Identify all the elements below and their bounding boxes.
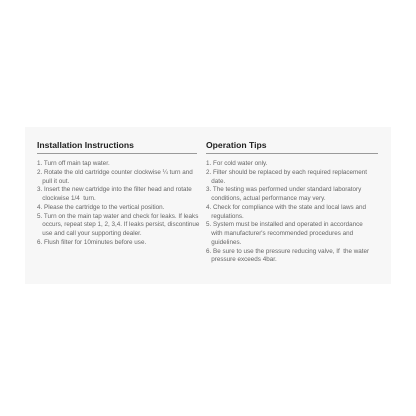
- installation-step-line: use and call your supporting dealer.: [37, 230, 142, 237]
- installation-step-line: 2. Rotate the old cartridge counter clockwise ¼ turn and: [37, 168, 193, 176]
- operation-tip-line: 5. System must be installed and operated in accordance: [206, 221, 363, 229]
- installation-step-line: 4. Please the cartridge to the vertical position.: [37, 203, 165, 211]
- operation-tips-list: [206, 160, 378, 265]
- operation-tip: [206, 160, 378, 169]
- installation-step-line: 1. Turn off main tap water.: [37, 160, 110, 167]
- operation-tip-line: with manufacturer's recommended procedures and: [206, 230, 354, 237]
- installation-step: [37, 186, 197, 204]
- installation-step: [37, 204, 197, 213]
- operation-tip-line: 4. Check for compliance with the state and local laws and: [206, 203, 366, 211]
- operation-tip-line: regulations.: [206, 212, 244, 220]
- operation-tip: [206, 169, 378, 187]
- operation-divider: [206, 153, 378, 154]
- operation-tip-line: date.: [206, 177, 226, 185]
- installation-step-line: 3. Insert the new cartridge into the filter head and rotate: [37, 186, 192, 194]
- installation-step-line: pull it out.: [37, 177, 70, 185]
- installation-step-line: clockwise 1/4 turn.: [37, 195, 96, 202]
- operation-tip-line: guidelines.: [206, 238, 242, 246]
- operation-tip-line: conditions, actual performance may very.: [206, 195, 326, 202]
- operation-tip-line: pressure exceeds 4bar.: [206, 256, 277, 264]
- installation-step-line: 5. Turn on the main tap water and check for leaks. If leaks: [37, 212, 199, 220]
- operation-tip-line: 1. For cold water only.: [206, 160, 268, 167]
- operation-tip-line: 2. Filter should be replaced by each required replacement: [206, 168, 368, 176]
- installation-step-line: 6. Flush filter for 10minutes before use.: [37, 238, 147, 246]
- installation-step: [37, 160, 197, 169]
- operation-tip-line: 6. Be sure to use the pressure reducing valve, If the water: [206, 247, 370, 255]
- installation-step-line: occurs, repeat step 1, 2, 3,4. If leaks persist, discontinue: [37, 221, 200, 229]
- operation-tip-line: 3. The testing was performed under standard laboratory: [206, 186, 362, 194]
- installation-step: [37, 212, 200, 239]
- installation-step: [37, 169, 197, 187]
- operation-tip: [206, 248, 378, 266]
- installation-step: [37, 239, 197, 248]
- operation-tip: [206, 186, 378, 204]
- operation-heading: Operation Tips: [206, 140, 267, 150]
- installation-section: [37, 140, 200, 248]
- operation-tip: [206, 204, 378, 222]
- instructions-panel: [25, 127, 391, 284]
- operation-section: [206, 140, 378, 265]
- installation-heading: Installation Instructions: [37, 140, 134, 150]
- operation-tip: [206, 221, 378, 247]
- installation-steps-list: [37, 160, 200, 248]
- installation-divider: [37, 153, 197, 154]
